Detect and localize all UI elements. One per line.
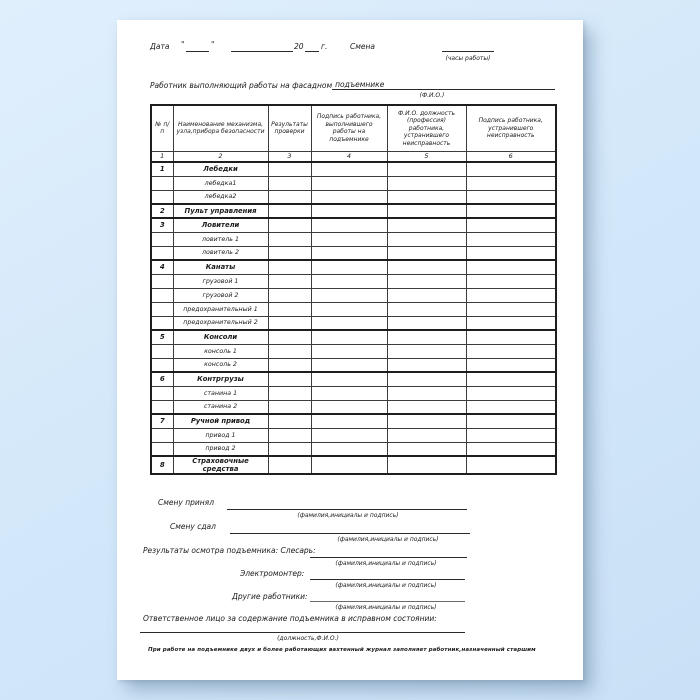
table-row <box>151 400 556 414</box>
table-row <box>151 330 556 344</box>
empty-entry-cell <box>311 386 387 400</box>
empty-entry-cell <box>387 316 466 330</box>
empty-entry-cell <box>311 190 387 204</box>
column-number-6: 6 <box>466 151 556 162</box>
shift-accepted-label: Смену принял <box>158 498 214 507</box>
empty-entry-cell <box>268 428 311 442</box>
date-open-quote: " <box>181 40 185 49</box>
empty-entry-cell <box>268 204 311 218</box>
empty-entry-cell <box>268 162 311 176</box>
empty-entry-cell <box>466 428 556 442</box>
electrician-label: Электромонтер: <box>240 569 305 578</box>
table-row <box>151 204 556 218</box>
empty-entry-cell <box>268 232 311 246</box>
empty-entry-cell <box>268 274 311 288</box>
row-number-cell <box>151 274 173 288</box>
row-number-cell: 8 <box>151 456 173 474</box>
empty-entry-cell <box>387 274 466 288</box>
row-number-cell <box>151 176 173 190</box>
table-row <box>151 316 556 330</box>
electrician-line <box>310 579 465 580</box>
hours-caption: (часы работы) <box>445 55 491 62</box>
table-row <box>151 372 556 386</box>
shift-blank <box>442 42 494 52</box>
mechanism-name-cell: Лебедки <box>173 162 268 176</box>
mechanism-name-cell: консоль 2 <box>173 358 268 372</box>
empty-entry-cell <box>268 400 311 414</box>
row-number-cell <box>151 288 173 302</box>
empty-entry-cell <box>268 358 311 372</box>
empty-entry-cell <box>466 456 556 474</box>
table-row <box>151 302 556 316</box>
empty-entry-cell <box>311 260 387 274</box>
shift-accepted-caption: (фамилия,инициалы и подпись) <box>297 512 399 519</box>
mechanism-name-cell: Канаты <box>173 260 268 274</box>
table-row <box>151 176 556 190</box>
empty-entry-cell <box>387 372 466 386</box>
mechanism-name-cell: Страховочные средства <box>173 456 268 474</box>
table-row <box>151 456 556 474</box>
row-number-cell: 2 <box>151 204 173 218</box>
empty-entry-cell <box>387 442 466 456</box>
mechanism-name-cell: ловитель 2 <box>173 246 268 260</box>
row-number-cell <box>151 386 173 400</box>
empty-entry-cell <box>387 428 466 442</box>
electrician-caption: (фамилия,инициалы и подпись) <box>335 582 437 589</box>
empty-entry-cell <box>268 288 311 302</box>
empty-entry-cell <box>311 442 387 456</box>
column-number-2: 2 <box>173 151 268 162</box>
empty-entry-cell <box>466 386 556 400</box>
mechanism-name-cell: привод 2 <box>173 442 268 456</box>
empty-entry-cell <box>268 330 311 344</box>
empty-entry-cell <box>466 442 556 456</box>
table-row <box>151 190 556 204</box>
empty-entry-cell <box>387 344 466 358</box>
empty-entry-cell <box>311 246 387 260</box>
empty-entry-cell <box>268 176 311 190</box>
empty-entry-cell <box>268 372 311 386</box>
row-number-cell <box>151 358 173 372</box>
empty-entry-cell <box>268 414 311 428</box>
empty-entry-cell <box>387 162 466 176</box>
empty-entry-cell <box>466 204 556 218</box>
empty-entry-cell <box>268 190 311 204</box>
empty-entry-cell <box>466 302 556 316</box>
empty-entry-cell <box>387 260 466 274</box>
empty-entry-cell <box>268 442 311 456</box>
column-header-5: Ф.И.О. должность (профессия) работника, устранившего неисправность <box>387 105 466 151</box>
empty-entry-cell <box>311 330 387 344</box>
empty-entry-cell <box>268 316 311 330</box>
empty-entry-cell <box>466 316 556 330</box>
mechanism-name-cell: предохранительный 1 <box>173 302 268 316</box>
empty-entry-cell <box>466 400 556 414</box>
empty-entry-cell <box>387 232 466 246</box>
empty-entry-cell <box>268 344 311 358</box>
mechanism-name-cell: станина 2 <box>173 400 268 414</box>
column-number-1: 1 <box>151 151 173 162</box>
row-number-cell <box>151 428 173 442</box>
table-row <box>151 442 556 456</box>
empty-entry-cell <box>311 344 387 358</box>
empty-entry-cell <box>268 246 311 260</box>
empty-entry-cell <box>311 316 387 330</box>
empty-entry-cell <box>387 414 466 428</box>
row-number-cell <box>151 302 173 316</box>
shift-accepted-line <box>227 509 467 510</box>
column-numbering-row <box>151 151 556 162</box>
empty-entry-cell <box>311 162 387 176</box>
table-row <box>151 428 556 442</box>
mechanism-name-cell: ловитель 1 <box>173 232 268 246</box>
other-workers-label: Другие работники: <box>232 592 308 601</box>
empty-entry-cell <box>387 218 466 232</box>
table-row <box>151 386 556 400</box>
empty-entry-cell <box>466 330 556 344</box>
mechanism-name-cell: Пульт управления <box>173 204 268 218</box>
worker-label: Работник выполняющий работы на фасадном <box>150 81 333 90</box>
empty-entry-cell <box>466 218 556 232</box>
table-row <box>151 288 556 302</box>
empty-entry-cell <box>311 204 387 218</box>
empty-entry-cell <box>311 176 387 190</box>
table-row <box>151 344 556 358</box>
row-number-cell: 3 <box>151 218 173 232</box>
year-prefix: 20 <box>294 42 304 51</box>
inspection-results-label: Результаты осмотра подъемника: Слесарь: <box>143 546 316 555</box>
empty-entry-cell <box>311 232 387 246</box>
empty-entry-cell <box>466 190 556 204</box>
empty-entry-cell <box>311 400 387 414</box>
empty-entry-cell <box>311 218 387 232</box>
responsible-person-label: Ответственное лицо за содержание подъемника в исправном состоянии: <box>143 614 437 623</box>
table-header-row <box>151 105 556 151</box>
empty-entry-cell <box>311 274 387 288</box>
fio-caption: (Ф.И.О.) <box>419 92 445 99</box>
worker-row <box>150 80 555 90</box>
column-header-2: Наименование механизма, узла,прибора безопасности <box>173 105 268 151</box>
table-row <box>151 260 556 274</box>
date-day-blank <box>186 42 209 52</box>
row-number-cell <box>151 344 173 358</box>
mechanism-name-cell: лебедка1 <box>173 176 268 190</box>
empty-entry-cell <box>387 302 466 316</box>
date-close-quote: " <box>211 40 215 49</box>
table-row <box>151 232 556 246</box>
locksmith-line <box>310 557 467 558</box>
table-row <box>151 414 556 428</box>
row-number-cell: 6 <box>151 372 173 386</box>
empty-entry-cell <box>268 386 311 400</box>
column-header-4: Подпись работника, выполнившего работы на подъемнике <box>311 105 387 151</box>
empty-entry-cell <box>268 456 311 474</box>
table-row <box>151 358 556 372</box>
empty-entry-cell <box>387 400 466 414</box>
empty-entry-cell <box>387 176 466 190</box>
empty-entry-cell <box>311 456 387 474</box>
responsible-line <box>140 632 465 633</box>
empty-entry-cell <box>466 414 556 428</box>
row-number-cell <box>151 246 173 260</box>
table-row <box>151 246 556 260</box>
empty-entry-cell <box>466 162 556 176</box>
mechanism-name-cell: Контргрузы <box>173 372 268 386</box>
empty-entry-cell <box>387 456 466 474</box>
shift-handed-line <box>230 533 470 534</box>
empty-entry-cell <box>311 428 387 442</box>
row-number-cell <box>151 400 173 414</box>
date-shift-row <box>117 42 583 68</box>
column-number-5: 5 <box>387 151 466 162</box>
empty-entry-cell <box>387 330 466 344</box>
empty-entry-cell <box>466 274 556 288</box>
inspection-table <box>150 104 557 475</box>
date-month-blank <box>231 42 293 52</box>
empty-entry-cell <box>311 358 387 372</box>
empty-entry-cell <box>466 176 556 190</box>
mechanism-name-cell: станина 1 <box>173 386 268 400</box>
column-header-3: Результаты проверки <box>268 105 311 151</box>
empty-entry-cell <box>387 386 466 400</box>
shift-handed-caption: (фамилия,инициалы и подпись) <box>337 536 439 543</box>
empty-entry-cell <box>466 260 556 274</box>
row-number-cell <box>151 442 173 456</box>
mechanism-name-cell: Ловители <box>173 218 268 232</box>
empty-entry-cell <box>311 302 387 316</box>
year-blank <box>305 42 319 52</box>
empty-entry-cell <box>466 358 556 372</box>
empty-entry-cell <box>387 288 466 302</box>
mechanism-name-cell: привод 1 <box>173 428 268 442</box>
empty-entry-cell <box>466 246 556 260</box>
row-number-cell <box>151 232 173 246</box>
other-workers-line <box>310 601 465 602</box>
mechanism-name-cell: Ручной привод <box>173 414 268 428</box>
row-number-cell: 1 <box>151 162 173 176</box>
mechanism-name-cell: консоль 1 <box>173 344 268 358</box>
empty-entry-cell <box>466 372 556 386</box>
other-workers-caption: (фамилия,инициалы и подпись) <box>335 604 437 611</box>
empty-entry-cell <box>311 414 387 428</box>
table-row <box>151 162 556 176</box>
footer-note: При работе на подъемнике двух и более работающих вахтенный журнал заполняет работник,назначенный старшим <box>148 647 536 653</box>
column-number-3: 3 <box>268 151 311 162</box>
column-header-1: № п/п <box>151 105 173 151</box>
date-label: Дата <box>150 42 170 51</box>
empty-entry-cell <box>466 344 556 358</box>
row-number-cell <box>151 316 173 330</box>
empty-entry-cell <box>311 288 387 302</box>
form-page <box>117 20 583 680</box>
table-row <box>151 274 556 288</box>
empty-entry-cell <box>311 372 387 386</box>
column-header-6: Подпись работника, устранившего неисправность <box>466 105 556 151</box>
row-number-cell <box>151 190 173 204</box>
mechanism-name-cell: лебедка2 <box>173 190 268 204</box>
mechanism-name-cell: предохранительный 2 <box>173 316 268 330</box>
column-number-4: 4 <box>311 151 387 162</box>
mechanism-name-cell: грузовой 2 <box>173 288 268 302</box>
row-number-cell: 7 <box>151 414 173 428</box>
mechanism-name-cell: Консоли <box>173 330 268 344</box>
empty-entry-cell <box>387 358 466 372</box>
table-row <box>151 218 556 232</box>
empty-entry-cell <box>466 232 556 246</box>
locksmith-caption: (фамилия,инициалы и подпись) <box>335 560 437 567</box>
shift-label: Смена <box>350 42 376 51</box>
shift-handed-label: Смену сдал <box>170 522 216 531</box>
year-suffix: г. <box>321 42 328 51</box>
row-number-cell: 4 <box>151 260 173 274</box>
empty-entry-cell <box>466 288 556 302</box>
worker-name-blank: подъемнике <box>332 80 555 90</box>
empty-entry-cell <box>268 302 311 316</box>
mechanism-name-cell: грузовой 1 <box>173 274 268 288</box>
empty-entry-cell <box>387 246 466 260</box>
empty-entry-cell <box>268 260 311 274</box>
responsible-caption: (должность,Ф.И.О.) <box>277 635 339 642</box>
empty-entry-cell <box>268 218 311 232</box>
empty-entry-cell <box>387 204 466 218</box>
empty-entry-cell <box>387 190 466 204</box>
row-number-cell: 5 <box>151 330 173 344</box>
